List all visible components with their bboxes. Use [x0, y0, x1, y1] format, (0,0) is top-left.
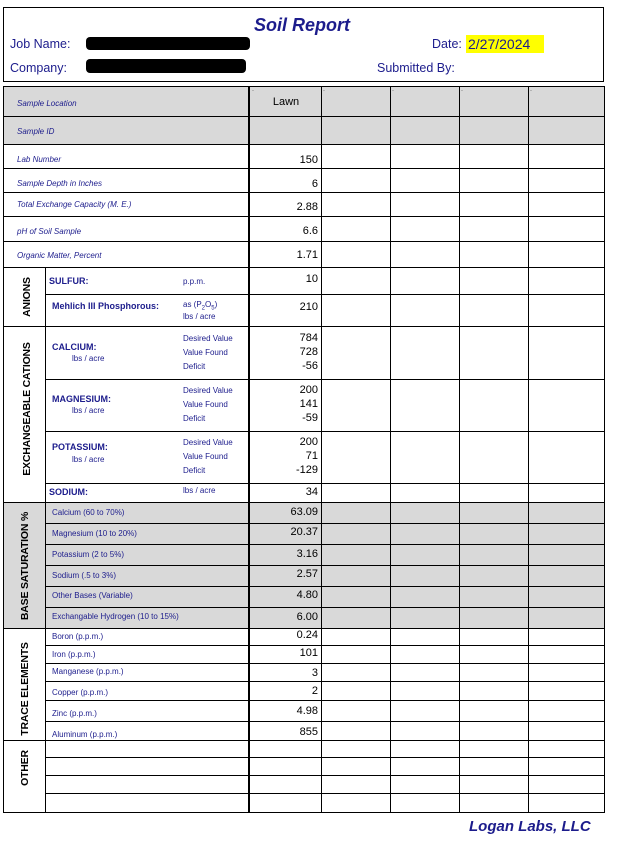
date-label: Date: — [432, 37, 462, 51]
rule — [45, 607, 605, 608]
rule — [45, 721, 605, 722]
iron-value: 101 — [299, 647, 318, 659]
bs-magnesium-label: Magnesium (10 to 20%) — [52, 529, 137, 538]
sulfur-unit: p.p.m. — [183, 277, 206, 286]
job-name-redaction — [86, 37, 250, 50]
submitted-by-label: Submitted By: — [377, 61, 455, 75]
tec-label: Total Exchange Capacity (M. E.) — [17, 200, 132, 209]
rule — [45, 645, 605, 646]
lab-number-value: 150 — [299, 154, 318, 166]
report-title: Soil Report — [254, 15, 351, 35]
aluminum-label: Aluminum (p.p.m.) — [52, 730, 118, 739]
potassium-label: POTASSIUM: — [52, 442, 108, 452]
bs-magnesium-value: 20.37 — [290, 526, 318, 538]
bs-calcium-label: Calcium (60 to 70%) — [52, 508, 125, 517]
trace-elements-section-label: TRACE ELEMENTS — [19, 642, 31, 736]
sample-depth-label: Sample Depth in Inches — [17, 179, 102, 188]
sodium-value: 34 — [305, 486, 318, 498]
organic-matter-label: Organic Matter, Percent — [17, 251, 102, 260]
potassium-unit: lbs / acre — [72, 455, 105, 464]
copper-value: 2 — [311, 685, 318, 697]
sulfur-value: 10 — [305, 273, 318, 285]
zinc-label: Zinc (p.p.m.) — [52, 709, 97, 718]
potassium-value-labels: Desired Value Value Found Deficit — [183, 438, 233, 475]
rule — [45, 565, 605, 566]
magnesium-value-labels: Desired Value Value Found Deficit — [183, 386, 233, 423]
potassium-values: 200 71 -129 — [295, 436, 318, 476]
rule — [3, 267, 605, 268]
rule — [45, 793, 605, 794]
rule — [45, 663, 605, 664]
magnesium-label: MAGNESIUM: — [52, 394, 111, 404]
bs-hydrogen-value: 6.00 — [296, 611, 318, 623]
manganese-label: Manganese (p.p.m.) — [52, 667, 124, 676]
rule — [390, 87, 391, 813]
phosphorous-label: Mehlich III Phosphorous: — [52, 301, 160, 311]
rule — [321, 87, 322, 813]
copper-label: Copper (p.p.m.) — [52, 688, 109, 697]
bs-other-bases-value: 4.80 — [296, 589, 318, 601]
aluminum-value: 855 — [299, 726, 318, 738]
rule — [45, 700, 605, 701]
iron-label: Iron (p.p.m.) — [52, 650, 96, 659]
phosphorous-value: 210 — [299, 301, 318, 313]
bs-sodium-label: Sodium (.5 to 3%) — [52, 571, 117, 580]
anions-section-label: ANIONS — [21, 277, 33, 317]
cations-section-label: EXCHANGEABLE CATIONS — [21, 342, 33, 476]
rule — [45, 775, 605, 776]
rule — [45, 294, 605, 295]
rule — [45, 681, 605, 682]
lab-name: Logan Labs, LLC — [469, 818, 591, 835]
sodium-unit: lbs / acre — [183, 486, 216, 495]
calcium-values: 784 728 -56 — [299, 332, 318, 372]
company-redaction — [86, 59, 246, 73]
rule — [3, 241, 605, 242]
manganese-value: 3 — [311, 667, 318, 679]
rule — [459, 87, 460, 813]
rule — [248, 87, 250, 813]
ph-label: pH of Soil Sample — [17, 227, 82, 236]
organic-matter-value: 1.71 — [296, 249, 318, 261]
job-name-label: Job Name: — [10, 37, 71, 51]
rule — [3, 502, 605, 503]
sample-location-label: Sample Location — [17, 99, 77, 108]
rule — [45, 544, 605, 545]
rule — [45, 379, 605, 380]
rule — [528, 87, 529, 813]
other-section-label: OTHER — [19, 750, 31, 786]
calcium-unit: lbs / acre — [72, 354, 105, 363]
rule — [3, 116, 605, 117]
tec-value: 2.88 — [296, 201, 318, 213]
phosphorous-unit: as $(P_2O_5)$ — [183, 300, 218, 312]
phosphorous-unit-2: lbs / acre — [183, 312, 216, 321]
boron-value: 0.24 — [296, 629, 318, 641]
sulfur-label: SULFUR: — [49, 276, 89, 286]
bs-potassium-label: Potassium (2 to 5%) — [52, 550, 125, 559]
calcium-value-labels: Desired Value Value Found Deficit — [183, 334, 233, 371]
magnesium-unit: lbs / acre — [72, 406, 105, 415]
rule — [3, 168, 605, 169]
rule — [3, 740, 605, 741]
lab-number-label: Lab Number — [17, 155, 62, 164]
rule — [3, 192, 605, 193]
rule — [45, 483, 605, 484]
rule — [45, 523, 605, 524]
rule — [3, 326, 605, 327]
boron-label: Boron (p.p.m.) — [52, 632, 104, 641]
rule — [3, 216, 605, 217]
bs-hydrogen-label: Exchangable Hydrogen (10 to 15%) — [52, 612, 179, 621]
ph-value: 6.6 — [302, 225, 318, 237]
company-label: Company: — [10, 61, 67, 75]
bs-sodium-value: 2.57 — [296, 568, 318, 580]
rule — [3, 144, 605, 145]
date-value: 2/27/2024 — [466, 35, 544, 53]
bs-other-bases-label: Other Bases (Variable) — [52, 591, 133, 600]
sample-id-label: Sample ID — [17, 127, 55, 136]
zinc-value: 4.98 — [296, 705, 318, 717]
base-saturation-section-label: BASE SATURATION % — [19, 511, 31, 621]
rule — [45, 267, 46, 813]
rule — [45, 586, 605, 587]
sodium-label: SODIUM: — [49, 487, 88, 497]
magnesium-values: 200 141 -59 — [299, 384, 318, 424]
bs-calcium-value: 63.09 — [290, 506, 318, 518]
bs-potassium-value: 3.16 — [296, 548, 318, 560]
rule — [45, 757, 605, 758]
rule — [45, 431, 605, 432]
column-header-lawn: Lawn — [272, 96, 300, 108]
sample-depth-value: 6 — [311, 178, 318, 190]
calcium-label: CALCIUM: — [52, 342, 97, 352]
